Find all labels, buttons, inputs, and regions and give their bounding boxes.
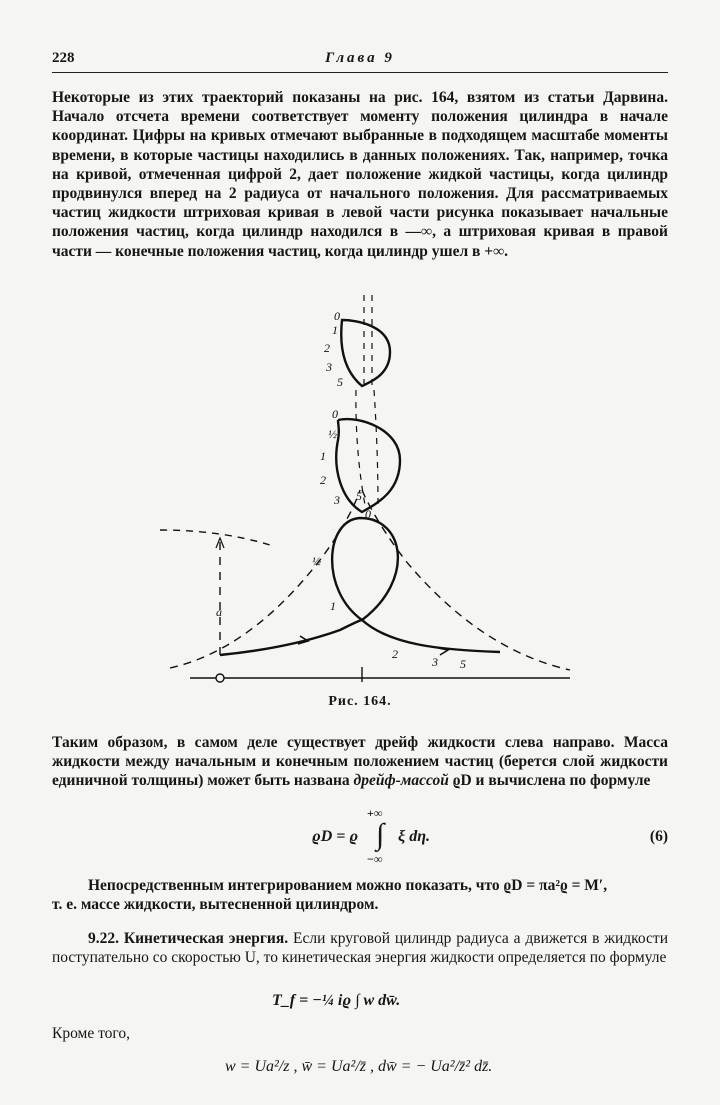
loop2-label-2: 2 [320, 473, 326, 487]
loop-2 [336, 419, 400, 512]
loop2-label-5: 5 [356, 489, 362, 503]
integral-sign: ∫ [376, 818, 385, 851]
eq6-lhs: ϱD = ϱ [312, 828, 359, 845]
eq6-lower-limit: −∞ [367, 852, 383, 866]
loop-3 [332, 518, 500, 652]
paragraph-3-line-2: т. е. массе жидкости, вытесненной цилиндром. [52, 896, 379, 914]
paragraph-1: Некоторые из этих траекторий показаны на рис. 164, взятом из статьи Дарвина. Начало отсчета времени соответствует моменту положения цилиндра в начале координат. Цифры на кривых отмечают выбранные в подходящем масштабе моменты времени, в которые частицы находились в данных положениях. Так, например, точка на кривой, отмеченная цифрой 2, дает положение жидкой частицы, когда цилиндр продвинулся вперед на 2 радиуса от начального положения. Для рассматриваемых частиц жидкости штриховая кривая в левой части рисунка показывает начальные положения частиц, когда цилиндр находился в —∞, а штриховая кривая в правой части — конечные положения частиц, когда цилиндр ушел в +∞. [52, 89, 668, 260]
eq6-upper-limit: +∞ [367, 806, 383, 820]
loop2-label-1: 1 [320, 449, 326, 463]
dashed-top-left [160, 530, 270, 545]
loop1-label-3: 3 [326, 360, 332, 374]
loop3-label-3: 3 [432, 655, 438, 669]
loop-1 [341, 320, 390, 386]
loop1-label-5: 5 [337, 375, 343, 389]
paragraph-4 [52, 929, 668, 967]
loop3-label-1: 1 [330, 599, 336, 613]
paragraph-2-term: дрейф-массой [353, 772, 449, 790]
loop1-label-1: 1 [332, 323, 338, 337]
paragraph-2-text: Таким образом, в самом деле существует дрейф жидкости слева направо. Масса жидкости между начальным и конечным положением частиц (берется слой жидкости единичной толщины) может быть названа [52, 734, 668, 790]
loop1-label-0: 0 [334, 309, 340, 323]
loop3-label-5: 5 [460, 657, 466, 671]
figure-164 [160, 290, 580, 690]
eq6-number: (6) [649, 828, 668, 845]
chapter-title: Глава 9 [325, 50, 395, 66]
loop3-label-half: ½ [312, 554, 321, 568]
page-number: 228 [52, 50, 75, 66]
equation-w: w = Ua²/z , w̄ = Ua²/z̄ , dw̄ = − Ua²/z̄² dz̄. [225, 1058, 493, 1075]
paragraph-2 [52, 733, 668, 791]
loop3-label-2: 2 [392, 647, 398, 661]
paragraph-3 [52, 876, 668, 914]
eq6-integrand: ξ dη. [398, 828, 430, 845]
equation-kinetic-energy: T_f = −¼ iϱ ∫ w dw̄. [272, 992, 401, 1009]
label-a: a [216, 605, 222, 619]
paragraph-2-end: ϱD и вычислена по формуле [452, 772, 651, 790]
paragraph-4-text: Если круговой цилиндр радиуса a движется в жидкости поступательно со скоростью U, то кинетическая энергия жидкости определяется по формуле [52, 930, 669, 967]
running-header [52, 48, 668, 73]
dashed-initial-curve [170, 490, 360, 668]
paragraph-5: Кроме того, [52, 1025, 131, 1042]
trajectory-in [220, 620, 362, 655]
loop3-label-0: 0 [365, 507, 371, 521]
arrow-out [438, 648, 448, 655]
figure-caption: Рис. 164. [328, 694, 392, 709]
loop2-label-0: 0 [332, 407, 338, 421]
loop2-label-3: 3 [334, 493, 340, 507]
cylinder-origin [216, 674, 224, 682]
loop1-label-2: 2 [324, 341, 330, 355]
paragraph-3-line-1: Непосредственным интегрированием можно показать, что ϱD = πa²ϱ = M′, [88, 877, 608, 894]
loop2-label-half: ½ [328, 427, 337, 441]
section-heading: 9.22. Кинетическая энергия. [88, 930, 289, 947]
